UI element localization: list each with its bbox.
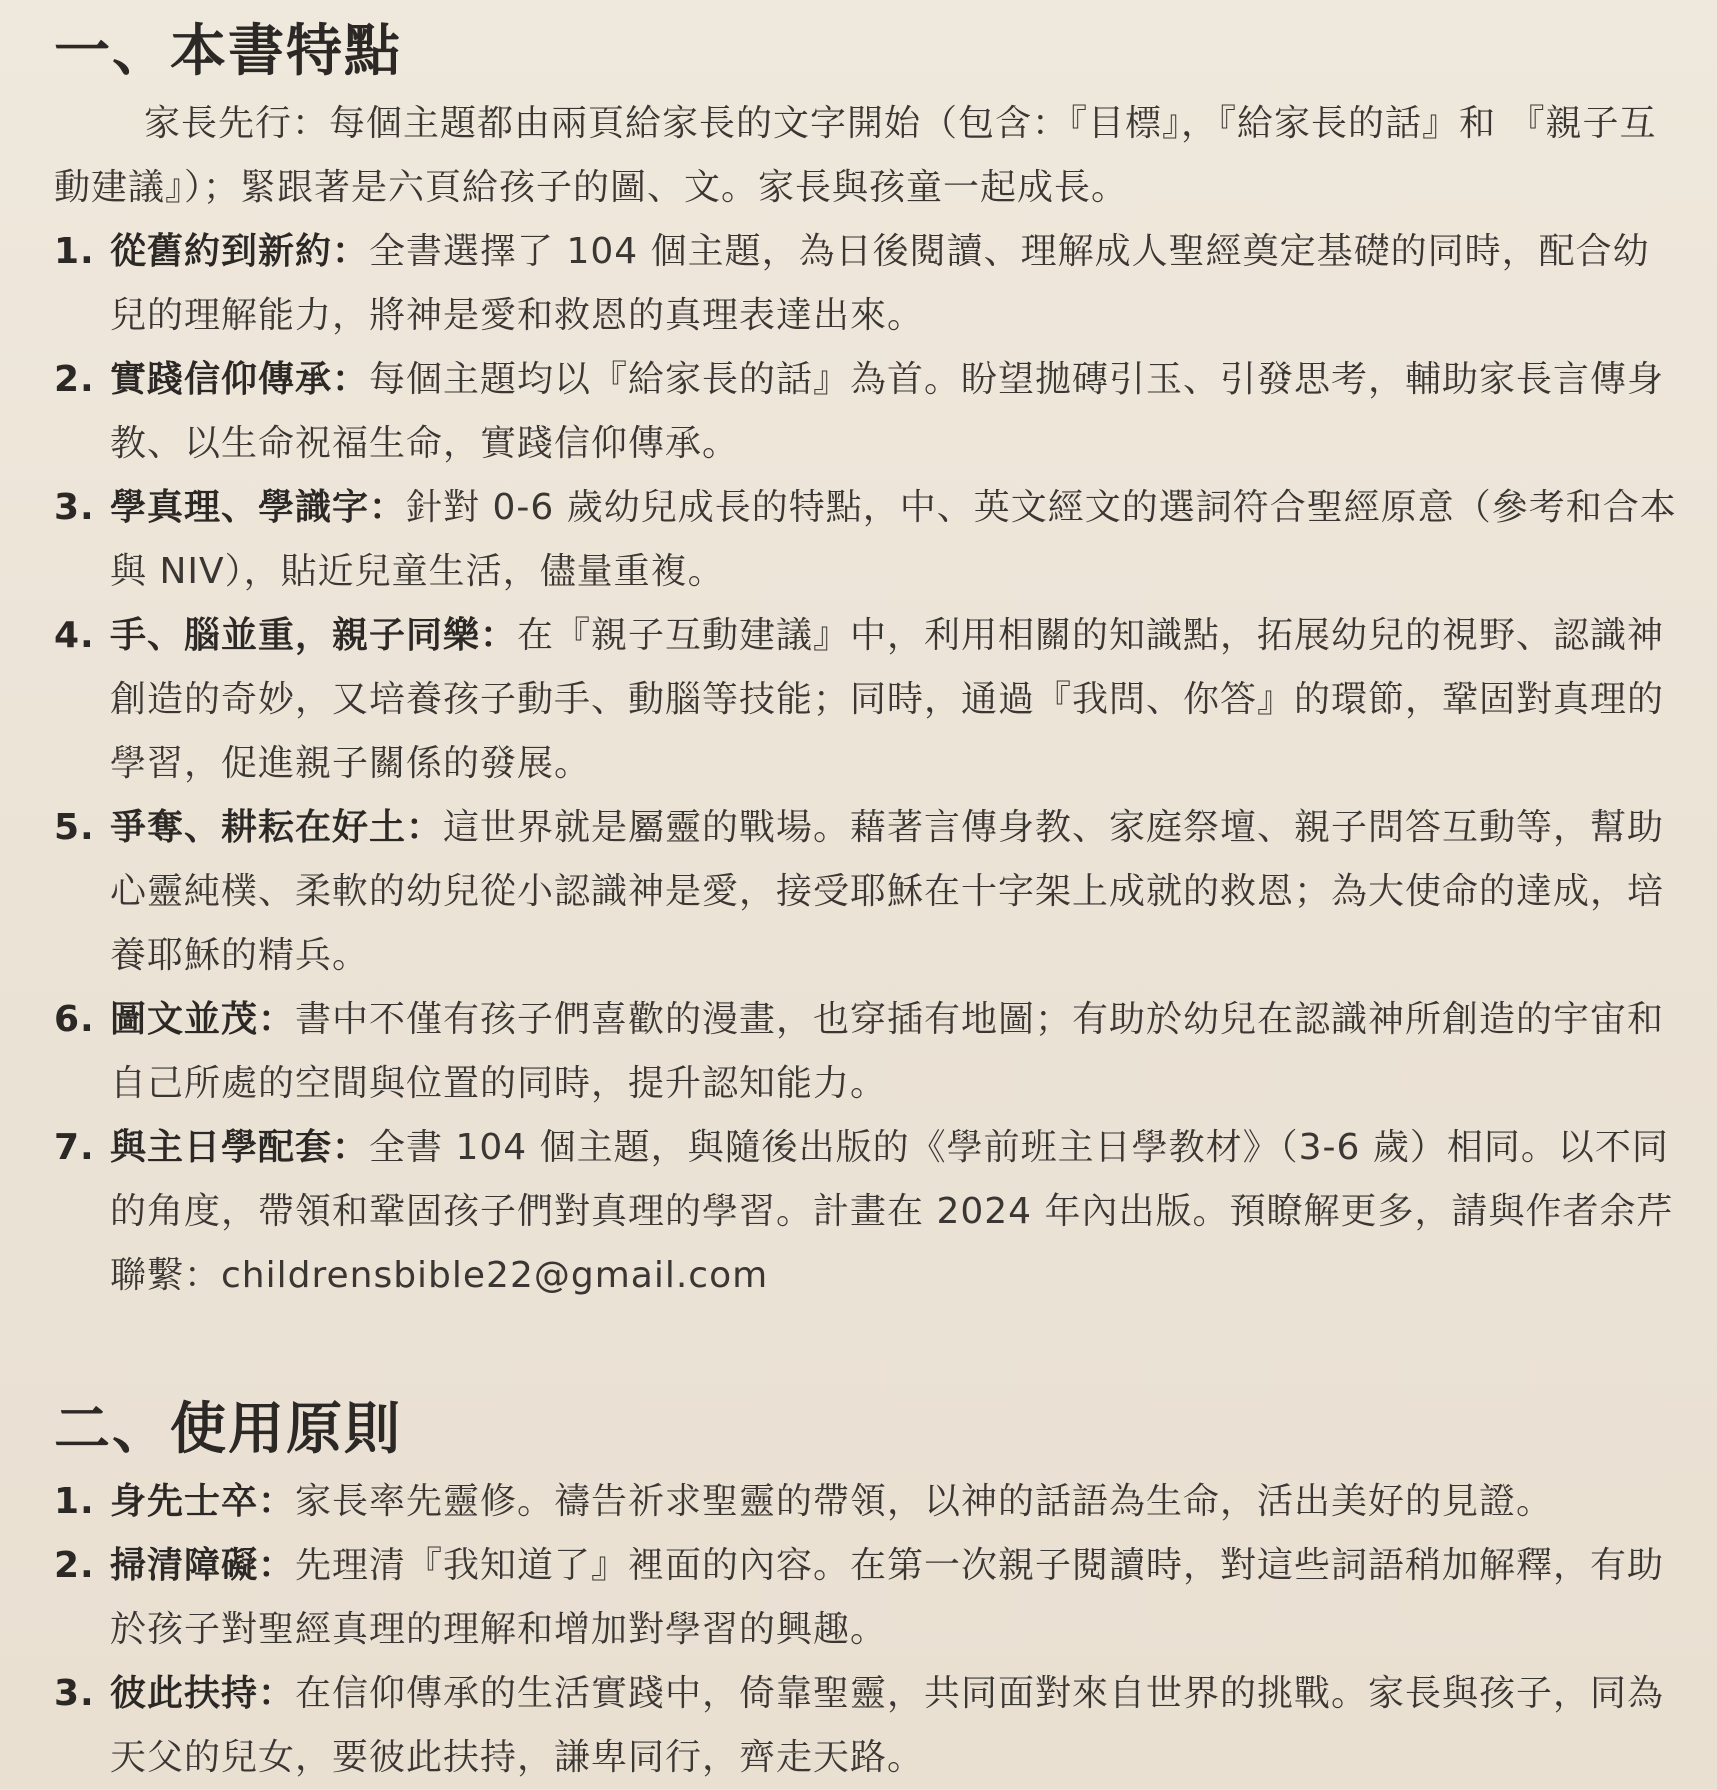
section-title-principles: 二、使用原則 — [54, 1397, 402, 1462]
item-heading: 從舊約到新約： — [110, 231, 370, 272]
item-heading: 掃清障礙： — [110, 1545, 296, 1586]
item-number: 3. — [54, 1673, 95, 1714]
principles-list — [54, 1470, 1679, 1790]
list-item — [54, 988, 1679, 1116]
list-item — [54, 604, 1679, 796]
list-item — [54, 1470, 1679, 1534]
list-item — [54, 1116, 1679, 1308]
item-number: 7. — [54, 1127, 95, 1168]
item-body: 每個主題均以『給家長的話』為首。盼望拋磚引玉、引發思考，輔助家長言傳身教、以生命祝福生命，實踐信仰傳承。 — [110, 359, 1665, 464]
list-item — [54, 348, 1679, 476]
item-heading: 手、腦並重，親子同樂： — [110, 615, 518, 656]
item-number: 6. — [54, 999, 95, 1040]
item-body: 全書選擇了 104 個主題，為日後閱讀、理解成人聖經奠定基礎的同時，配合幼兒的理解能力，將神是愛和救恩的真理表達出來。 — [110, 231, 1650, 336]
features-list — [54, 220, 1679, 1308]
list-item — [54, 220, 1679, 348]
item-number: 2. — [54, 359, 95, 400]
item-heading: 圖文並茂： — [110, 999, 296, 1040]
intro-paragraph: 家長先行：每個主題都由兩頁給家長的文字開始（包含：『目標』，『給家長的話』和 『親子互動建議』）；緊跟著是六頁給孩子的圖、文。家長與孩童一起成長。 — [54, 103, 1657, 208]
item-heading: 與主日學配套： — [110, 1127, 370, 1168]
item-number: 3. — [54, 487, 95, 528]
item-number: 1. — [54, 231, 95, 272]
item-body: 針對 0-6 歲幼兒成長的特點，中、英文經文的選詞符合聖經原意（參考和合本與 NIV），貼近兒童生活，儘量重複。 — [110, 487, 1677, 592]
item-body: 全書 104 個主題，與隨後出版的《學前班主日學教材》（3-6 歲）相同。以不同的角度，帶領和鞏固孩子們對真理的學習。計畫在 2024 年內出版。預瞭解更多，請與作者余芹聯繫：childrensbible22@gmail.com — [110, 1127, 1674, 1296]
item-body: 這世界就是屬靈的戰場。藉著言傳身教、家庭祭壇、親子問答互動等，幫助心靈純樸、柔軟的幼兒從小認識神是愛，接受耶穌在十字架上成就的救恩；為大使命的達成，培養耶穌的精兵。 — [110, 807, 1665, 976]
item-number: 5. — [54, 807, 95, 848]
item-heading: 爭奪、耕耘在好土： — [110, 807, 444, 848]
section-title-features: 一、本書特點 — [54, 19, 402, 84]
list-item — [54, 1662, 1679, 1790]
item-number: 2. — [54, 1545, 95, 1586]
list-item — [54, 796, 1679, 988]
item-number: 1. — [54, 1481, 95, 1522]
list-item — [54, 476, 1679, 604]
item-heading: 實踐信仰傳承： — [110, 359, 370, 400]
item-body: 在『親子互動建議』中，利用相關的知識點，拓展幼兒的視野、認識神創造的奇妙，又培養孩子動手、動腦等技能；同時，通過『我問、你答』的環節，鞏固對真理的學習，促進親子關係的發展。 — [110, 615, 1665, 784]
item-heading: 彼此扶持： — [110, 1673, 296, 1714]
item-number: 4. — [54, 615, 95, 656]
item-body: 家長率先靈修。禱告祈求聖靈的帶領，以神的話語為生命，活出美好的見證。 — [295, 1481, 1554, 1522]
item-body: 書中不僅有孩子們喜歡的漫畫，也穿插有地圖；有助於幼兒在認識神所創造的宇宙和自己所處的空間與位置的同時，提升認知能力。 — [110, 999, 1665, 1104]
item-body: 在信仰傳承的生活實踐中，倚靠聖靈，共同面對來自世界的挑戰。家長與孩子，同為天父的兒女，要彼此扶持，謙卑同行，齊走天路。 — [110, 1673, 1665, 1778]
item-body: 先理清『我知道了』裡面的內容。在第一次親子閱讀時，對這些詞語稍加解釋，有助於孩子對聖經真理的理解和增加對學習的興趣。 — [110, 1545, 1665, 1650]
item-heading: 學真理、學識字： — [110, 487, 407, 528]
item-heading: 身先士卒： — [110, 1481, 296, 1522]
list-item — [54, 1534, 1679, 1662]
